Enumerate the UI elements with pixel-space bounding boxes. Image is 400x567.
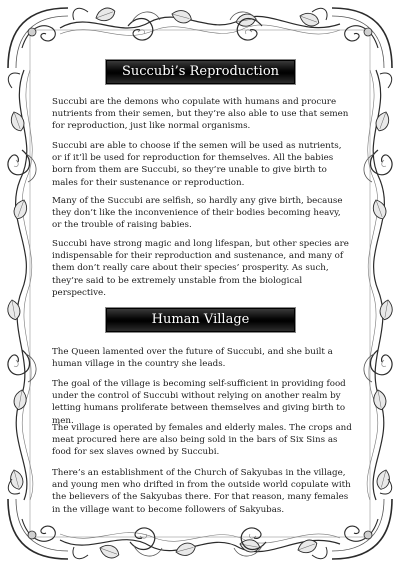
paragraph-reproduction-1: Succubi are the demons who copulate with humans and procure nutrients from their semen, but they’re also able to use that semen for reproduction, just like normal organisms.	[52, 97, 349, 132]
section-title-reproduction: Succubi’s Reproduction	[106, 60, 295, 84]
paragraph-village-1: The Queen lamented over the future of Succubi, and she built a human village in the country she leads.	[52, 347, 333, 370]
paragraph-reproduction-3: Many of the Succubi are selfish, so hardly any give birth, because they don’t like the inconvenience of their bodies becoming heavy, or the trouble of raising babies.	[52, 196, 343, 231]
paragraph-village-4: There’s an establishment of the Church of Sakyubas in the village, and young men who drifted in from the outside world copulate with the believers of the Sakyubas there. For that reason, many females in the village want to become followers of Sakyubas.	[52, 468, 351, 515]
paragraph-village-3: The village is operated by females and elderly males. The crops and meat procured here are also being sold in the bars of Six Sins as food for sex slaves owned by Succubi.	[52, 423, 352, 458]
section-title-human-village: Human Village	[106, 308, 295, 332]
paragraph-reproduction-4: Succubi have strong magic and long lifespan, but other species are indispensable for their reproduction and sustenance, and many of them don’t really care about their species’ prosperity. As such, they’re said to be extremely unstable from the biological perspective.	[52, 239, 349, 298]
paragraph-reproduction-2: Succubi are able to choose if the semen will be used as nutrients, or if it’ll be used for reproduction for themselves. All the babies born from them are Succubi, so they’re unable to give birth to males for their sustenance or reproduction.	[52, 141, 342, 188]
paragraph-village-2: The goal of the village is becoming self-sufficient in providing food under the control of Succubi without relying on another realm by letting humans proliferate between themselves and giving birth to men.	[52, 379, 346, 426]
